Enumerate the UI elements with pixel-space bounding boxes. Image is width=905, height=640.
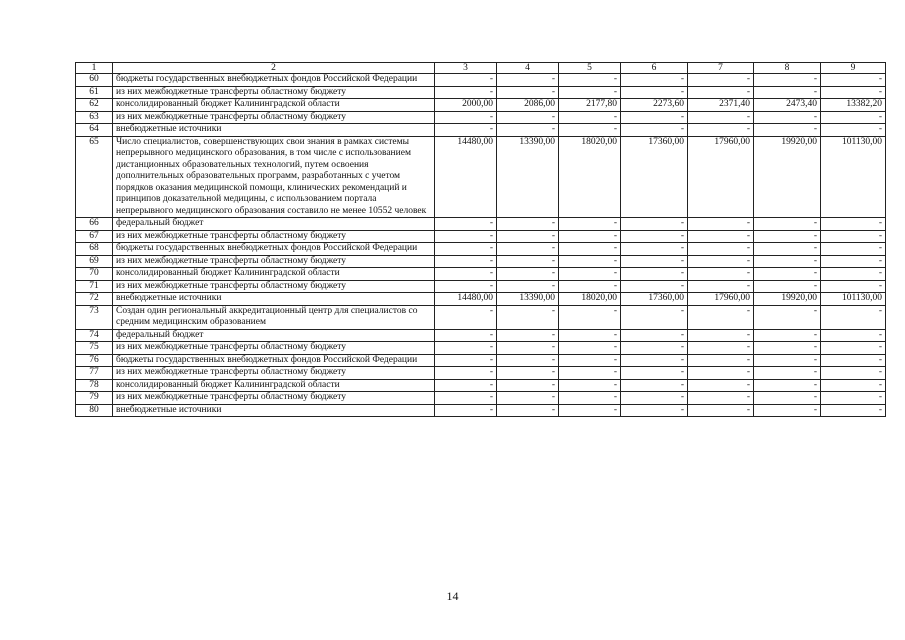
table-row (76, 329, 886, 342)
value-cell: - (435, 268, 497, 281)
value-cell: - (621, 255, 688, 268)
row-description: бюджеты государственных внебюджетных фондов Российской Федерации (113, 243, 435, 256)
value-cell: - (621, 268, 688, 281)
value-cell: - (559, 379, 621, 392)
value-cell: - (435, 218, 497, 231)
value-cell: - (821, 218, 886, 231)
row-number: 65 (76, 136, 113, 218)
value-cell: - (559, 230, 621, 243)
row-description: консолидированный бюджет Калининградской области (113, 379, 435, 392)
row-number: 71 (76, 280, 113, 293)
value-cell: - (688, 280, 754, 293)
value-cell: - (754, 124, 821, 137)
row-description: федеральный бюджет (113, 329, 435, 342)
table-row (76, 74, 886, 87)
value-cell: - (497, 354, 559, 367)
row-number: 79 (76, 392, 113, 405)
value-cell: - (559, 280, 621, 293)
value-cell: - (754, 354, 821, 367)
value-cell: - (435, 305, 497, 329)
value-cell: - (435, 230, 497, 243)
value-cell: - (497, 268, 559, 281)
value-cell: - (754, 342, 821, 355)
value-cell: - (688, 329, 754, 342)
table-row (76, 255, 886, 268)
value-cell: - (754, 392, 821, 405)
header-cell: 3 (435, 63, 497, 74)
value-cell: - (754, 280, 821, 293)
table-row (76, 404, 886, 417)
row-description: из них межбюджетные трансферты областному бюджету (113, 255, 435, 268)
value-cell: 18020,00 (559, 136, 621, 218)
value-cell: 18020,00 (559, 293, 621, 306)
value-cell: 14480,00 (435, 136, 497, 218)
value-cell: - (621, 329, 688, 342)
value-cell: - (435, 367, 497, 380)
header-cell: 2 (113, 63, 435, 74)
value-cell: - (754, 305, 821, 329)
row-description: внебюджетные источники (113, 404, 435, 417)
value-cell: - (754, 268, 821, 281)
value-cell: - (688, 354, 754, 367)
value-cell: - (497, 124, 559, 137)
value-cell: - (621, 218, 688, 231)
value-cell: - (821, 124, 886, 137)
row-number: 62 (76, 99, 113, 112)
value-cell: - (821, 392, 886, 405)
value-cell: - (435, 354, 497, 367)
value-cell: - (621, 74, 688, 87)
header-row (76, 63, 886, 74)
value-cell: - (497, 111, 559, 124)
budget-table (75, 62, 886, 417)
value-cell: - (754, 86, 821, 99)
value-cell: - (754, 218, 821, 231)
value-cell: - (688, 305, 754, 329)
value-cell: - (754, 111, 821, 124)
row-number: 63 (76, 111, 113, 124)
row-description: из них межбюджетные трансферты областному бюджету (113, 86, 435, 99)
value-cell: - (559, 367, 621, 380)
row-number: 69 (76, 255, 113, 268)
value-cell: - (688, 255, 754, 268)
value-cell: - (559, 268, 621, 281)
value-cell: - (754, 379, 821, 392)
value-cell: - (754, 404, 821, 417)
value-cell: - (497, 329, 559, 342)
value-cell: 17360,00 (621, 293, 688, 306)
value-cell: - (688, 367, 754, 380)
value-cell: 2473,40 (754, 99, 821, 112)
value-cell: - (754, 255, 821, 268)
value-cell: - (621, 243, 688, 256)
header-cell: 1 (76, 63, 113, 74)
value-cell: - (435, 255, 497, 268)
row-number: 70 (76, 268, 113, 281)
table-row (76, 305, 886, 329)
value-cell: - (821, 367, 886, 380)
value-cell: - (688, 379, 754, 392)
value-cell: - (497, 305, 559, 329)
value-cell: - (621, 86, 688, 99)
value-cell: - (497, 367, 559, 380)
value-cell: - (435, 280, 497, 293)
table-row (76, 392, 886, 405)
table-row (76, 218, 886, 231)
value-cell: - (688, 230, 754, 243)
value-cell: - (497, 392, 559, 405)
table-row (76, 136, 886, 218)
value-cell: - (621, 354, 688, 367)
table-row (76, 124, 886, 137)
value-cell: 17960,00 (688, 136, 754, 218)
value-cell: - (435, 111, 497, 124)
value-cell: - (754, 329, 821, 342)
value-cell: - (621, 367, 688, 380)
value-cell: - (821, 305, 886, 329)
value-cell: - (621, 379, 688, 392)
value-cell: - (435, 86, 497, 99)
row-description: из них межбюджетные трансферты областному бюджету (113, 230, 435, 243)
value-cell: 13382,20 (821, 99, 886, 112)
value-cell: - (821, 243, 886, 256)
row-number: 72 (76, 293, 113, 306)
value-cell: - (435, 392, 497, 405)
row-description: из них межбюджетные трансферты областному бюджету (113, 280, 435, 293)
value-cell: - (754, 74, 821, 87)
value-cell: 101130,00 (821, 293, 886, 306)
table-row (76, 230, 886, 243)
row-description: бюджеты государственных внебюджетных фондов Российской Федерации (113, 74, 435, 87)
value-cell: 13390,00 (497, 136, 559, 218)
row-description: консолидированный бюджет Калининградской области (113, 268, 435, 281)
value-cell: - (435, 379, 497, 392)
value-cell: - (435, 329, 497, 342)
row-description: консолидированный бюджет Калининградской области (113, 99, 435, 112)
value-cell: - (497, 404, 559, 417)
value-cell: 19920,00 (754, 293, 821, 306)
value-cell: - (688, 74, 754, 87)
value-cell: - (621, 230, 688, 243)
value-cell: - (559, 404, 621, 417)
value-cell: 14480,00 (435, 293, 497, 306)
header-cell: 4 (497, 63, 559, 74)
row-number: 78 (76, 379, 113, 392)
value-cell: - (621, 280, 688, 293)
value-cell: - (821, 255, 886, 268)
table-row (76, 367, 886, 380)
value-cell: - (688, 404, 754, 417)
value-cell: - (688, 124, 754, 137)
table-row (76, 293, 886, 306)
table-row (76, 268, 886, 281)
value-cell: - (621, 111, 688, 124)
row-description: Создан один региональный аккредитационный центр для специалистов со средним медицинским образованием (113, 305, 435, 329)
row-description: внебюджетные источники (113, 124, 435, 137)
value-cell: - (821, 111, 886, 124)
value-cell: 17360,00 (621, 136, 688, 218)
row-number: 75 (76, 342, 113, 355)
value-cell: - (559, 243, 621, 256)
value-cell: - (559, 342, 621, 355)
value-cell: - (559, 255, 621, 268)
value-cell: - (559, 392, 621, 405)
header-cell: 7 (688, 63, 754, 74)
value-cell: - (435, 74, 497, 87)
value-cell: 2273,60 (621, 99, 688, 112)
row-number: 80 (76, 404, 113, 417)
value-cell: - (497, 230, 559, 243)
value-cell: - (559, 218, 621, 231)
header-cell: 8 (754, 63, 821, 74)
value-cell: - (435, 124, 497, 137)
header-cell: 9 (821, 63, 886, 74)
value-cell: - (688, 342, 754, 355)
value-cell: - (497, 379, 559, 392)
value-cell: - (497, 218, 559, 231)
value-cell: - (821, 354, 886, 367)
row-number: 64 (76, 124, 113, 137)
value-cell: - (497, 74, 559, 87)
value-cell: 2177,80 (559, 99, 621, 112)
value-cell: - (821, 342, 886, 355)
value-cell: 2371,40 (688, 99, 754, 112)
value-cell: - (621, 404, 688, 417)
value-cell: - (559, 354, 621, 367)
row-number: 67 (76, 230, 113, 243)
row-number: 66 (76, 218, 113, 231)
row-description: из них межбюджетные трансферты областному бюджету (113, 342, 435, 355)
table-row (76, 86, 886, 99)
value-cell: - (559, 111, 621, 124)
value-cell: - (688, 218, 754, 231)
value-cell: - (821, 404, 886, 417)
value-cell: - (688, 86, 754, 99)
row-number: 76 (76, 354, 113, 367)
row-number: 74 (76, 329, 113, 342)
value-cell: - (497, 255, 559, 268)
value-cell: - (497, 243, 559, 256)
table-row (76, 379, 886, 392)
row-description: из них межбюджетные трансферты областному бюджету (113, 367, 435, 380)
value-cell: - (754, 243, 821, 256)
table-row (76, 243, 886, 256)
row-description: Число специалистов, совершенствующих свои знания в рамках системы непрерывного медицинского образования, в том числе с использованием дистанционных образовательных технологий, путем освоения дополнительных образовательных программ, разработанных с учетом порядков оказания медицинской помощи, клинических рекомендаций и принципов доказательной медицины, с использованием портала непрерывного медицинского образования составило не менее 10552 человек (113, 136, 435, 218)
value-cell: - (621, 124, 688, 137)
value-cell: - (821, 86, 886, 99)
value-cell: - (435, 342, 497, 355)
row-description: федеральный бюджет (113, 218, 435, 231)
table-row (76, 280, 886, 293)
table-row (76, 342, 886, 355)
value-cell: - (621, 392, 688, 405)
value-cell: - (621, 305, 688, 329)
value-cell: - (754, 367, 821, 380)
value-cell: - (497, 280, 559, 293)
value-cell: - (688, 243, 754, 256)
row-description: внебюджетные источники (113, 293, 435, 306)
value-cell: - (497, 86, 559, 99)
value-cell: 17960,00 (688, 293, 754, 306)
value-cell: 2000,00 (435, 99, 497, 112)
table-body (76, 74, 886, 417)
value-cell: - (688, 111, 754, 124)
value-cell: - (688, 268, 754, 281)
value-cell: 19920,00 (754, 136, 821, 218)
value-cell: 2086,00 (497, 99, 559, 112)
row-number: 73 (76, 305, 113, 329)
page-number: 14 (446, 589, 459, 603)
row-description: из них межбюджетные трансферты областному бюджету (113, 111, 435, 124)
row-number: 77 (76, 367, 113, 380)
value-cell: - (435, 243, 497, 256)
table-row (76, 111, 886, 124)
table-row (76, 99, 886, 112)
header-cell: 6 (621, 63, 688, 74)
value-cell: - (754, 230, 821, 243)
row-description: из них межбюджетные трансферты областному бюджету (113, 392, 435, 405)
value-cell: - (821, 268, 886, 281)
value-cell: - (559, 74, 621, 87)
row-number: 60 (76, 74, 113, 87)
value-cell: - (435, 404, 497, 417)
row-description: бюджеты государственных внебюджетных фондов Российской Федерации (113, 354, 435, 367)
value-cell: - (821, 230, 886, 243)
header-cell: 5 (559, 63, 621, 74)
value-cell: - (821, 280, 886, 293)
value-cell: - (559, 329, 621, 342)
value-cell: 13390,00 (497, 293, 559, 306)
value-cell: 101130,00 (821, 136, 886, 218)
value-cell: - (821, 74, 886, 87)
value-cell: - (559, 305, 621, 329)
row-number: 68 (76, 243, 113, 256)
value-cell: - (559, 86, 621, 99)
value-cell: - (621, 342, 688, 355)
row-number: 61 (76, 86, 113, 99)
value-cell: - (821, 329, 886, 342)
value-cell: - (688, 392, 754, 405)
value-cell: - (559, 124, 621, 137)
value-cell: - (821, 379, 886, 392)
table-row (76, 354, 886, 367)
value-cell: - (497, 342, 559, 355)
